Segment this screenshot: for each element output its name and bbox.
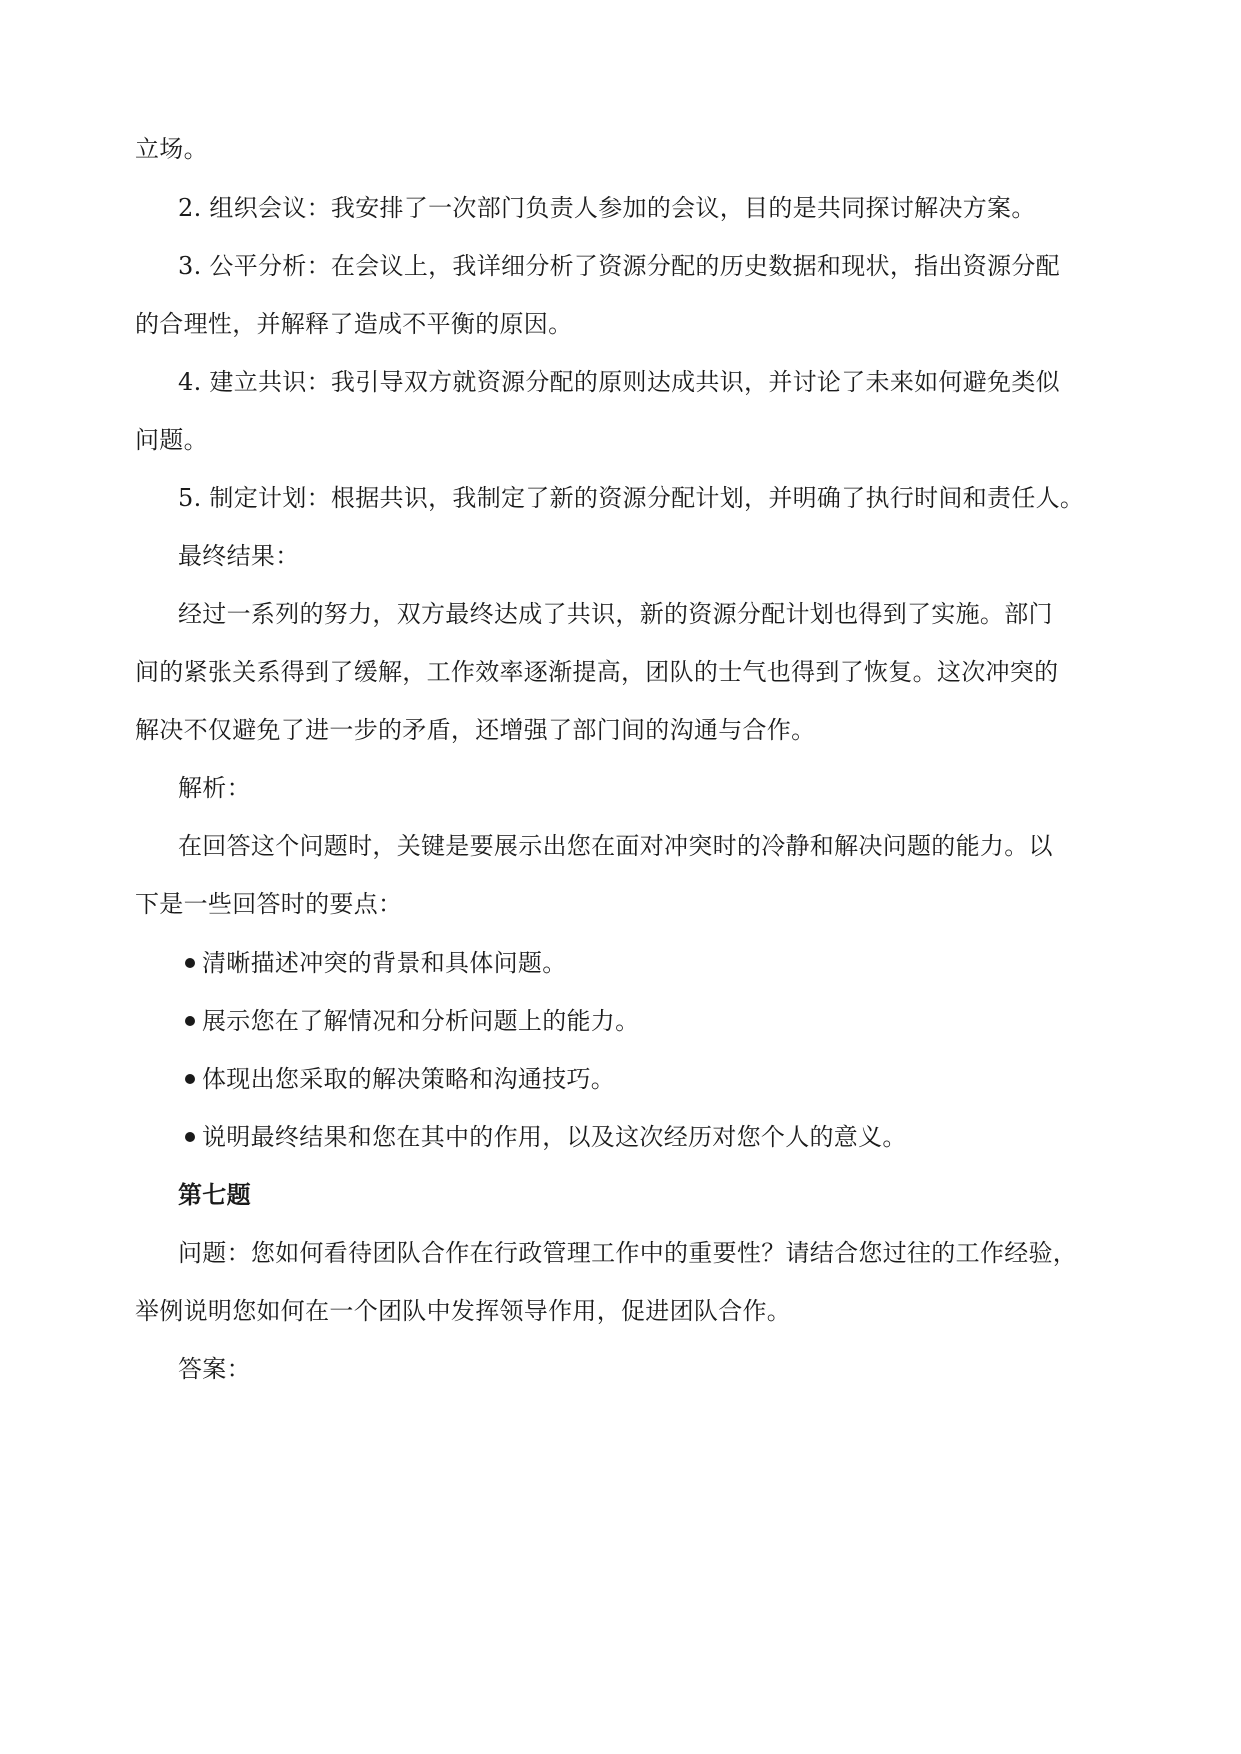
paragraph-line: 4. 建立共识：我引导双方就资源分配的原则达成共识，并讨论了未来如何避免类似 — [178, 368, 1060, 396]
paragraph-line: 5. 制定计划：根据共识，我制定了新的资源分配计划，并明确了执行时间和责任人。 — [178, 484, 1085, 512]
bullet-item: 说明最终结果和您在其中的作用，以及这次经历对您个人的意义。 — [202, 1123, 907, 1151]
bullet-dot — [185, 1016, 195, 1026]
paragraph-line: 下是一些回答时的要点： — [135, 890, 403, 918]
paragraph-line: 2. 组织会议：我安排了一次部门负责人参加的会议，目的是共同探讨解决方案。 — [178, 194, 1036, 222]
paragraph-line: 经过一系列的努力，双方最终达成了共识，新的资源分配计划也得到了实施。部门 — [178, 600, 1053, 628]
paragraph-line: 3. 公平分析：在会议上，我详细分析了资源分配的历史数据和现状，指出资源分配 — [178, 252, 1060, 280]
paragraph-line: 解决不仅避免了进一步的矛盾，还增强了部门间的沟通与合作。 — [135, 716, 816, 744]
bullet-item: 清晰描述冲突的背景和具体问题。 — [202, 949, 567, 977]
paragraph-line: 在回答这个问题时，关键是要展示出您在面对冲突时的冷静和解决问题的能力。以 — [178, 832, 1053, 860]
paragraph-line: 的合理性，并解释了造成不平衡的原因。 — [135, 310, 573, 338]
bullet-dot — [185, 958, 195, 968]
question-line: 举例说明您如何在一个团队中发挥领导作用，促进团队合作。 — [135, 1297, 792, 1325]
question-line: 问题：您如何看待团队合作在行政管理工作中的重要性？请结合您过往的工作经验， — [178, 1239, 1078, 1267]
section-heading: 第七题 — [178, 1180, 251, 1209]
paragraph-line: 解析： — [178, 774, 251, 802]
bullet-item: 展示您在了解情况和分析问题上的能力。 — [202, 1007, 640, 1035]
paragraph-line: 间的紧张关系得到了缓解，工作效率逐渐提高，团队的士气也得到了恢复。这次冲突的 — [135, 658, 1059, 686]
bullet-dot — [185, 1074, 195, 1084]
paragraph-line: 最终结果： — [178, 542, 300, 570]
bullet-dot — [185, 1132, 195, 1142]
answer-label: 答案： — [178, 1355, 251, 1383]
bullet-item: 体现出您采取的解决策略和沟通技巧。 — [202, 1065, 616, 1093]
paragraph-line: 问题。 — [135, 426, 208, 454]
paragraph-line: 立场。 — [135, 135, 208, 163]
